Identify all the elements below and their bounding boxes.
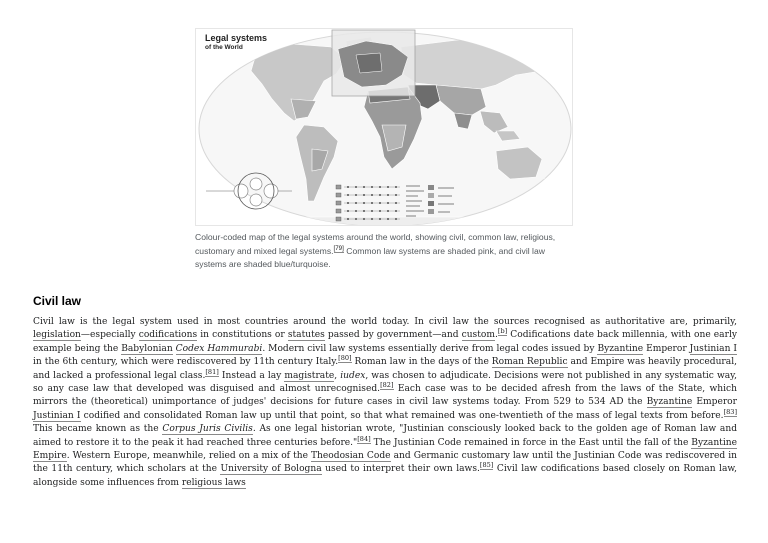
caption-text-2: Common law systems are shaded pink, and civil law systems are shaded blue/turquoise. — [195, 245, 545, 269]
text: passed by government—and — [324, 330, 462, 341]
text: used to interpret their own laws. — [321, 464, 480, 475]
term-iudex: iudex — [340, 370, 366, 381]
map-title-main: Legal systems — [205, 33, 268, 43]
text: Each case was to be decided afresh from the laws of the State, which mirrors the (theoretical) unimportance of judges' decisions for future cases in civil law systems today. From 529 to 534 AD the — [33, 384, 737, 408]
text: in the 6th century, which were rediscovered by 11th century Italy. — [33, 357, 339, 368]
link-byzantine-2[interactable]: Byzantine — [646, 397, 693, 408]
caption-ref-79[interactable]: [79] — [333, 244, 344, 252]
paragraph — [33, 316, 737, 490]
link-byzantine-empire[interactable]: Byzantine Empire — [33, 437, 737, 462]
ref-note-b[interactable]: [b] — [497, 327, 508, 336]
text: Roman law in the days of the — [351, 357, 492, 368]
link-babylonian[interactable]: Babylonian — [121, 343, 173, 354]
text: Codifications date back millennia, with one early example being the — [33, 330, 737, 354]
map-title — [205, 33, 267, 53]
text: The Justinian Code remained in force in the East until the fall of the — [370, 437, 692, 448]
caption-text: Colour-coded map of the legal systems around the world, showing civil, common law, religious, customary and mixed legal systems. — [195, 232, 556, 256]
world-map-image — [196, 29, 573, 226]
text: —especially — [80, 330, 139, 341]
link-codifications[interactable]: codifications — [138, 330, 198, 341]
text: . As one legal historian wrote, "Justinian consciously looked back to the golden age of Roman law and aimed to restore it to the peak it had reached three centuries before." — [33, 424, 738, 448]
link-justinian-i[interactable]: Justinian I — [689, 343, 737, 354]
figure-caption — [195, 231, 565, 272]
text: and Empire was heavily procedural, and lacked a professional legal class. — [33, 357, 737, 381]
ref-85[interactable]: [85] — [479, 461, 494, 470]
link-byzantine[interactable]: Byzantine — [597, 343, 644, 354]
section-body — [33, 316, 737, 490]
text: . Western Europe, meanwhile, relied on a mix of the — [66, 451, 311, 462]
link-religious-laws[interactable]: religious laws — [181, 477, 246, 488]
text: . Modern civil law systems essentially derive from legal codes issued by — [262, 343, 598, 354]
text: , was chosen to adjudicate. Decisions were not published in any systematic way, so any case law that developed was disguised and almost unrecognised. — [33, 370, 737, 395]
ref-82[interactable]: [82] — [380, 381, 394, 389]
ref-81[interactable]: [81] — [205, 367, 219, 376]
ref-84[interactable]: [84] — [357, 434, 371, 443]
text: Civil law codifications based closely on Roman law, alongside some influences from — [33, 464, 737, 488]
section-heading: Civil law — [33, 294, 82, 308]
text: Instead a lay — [218, 370, 285, 381]
text: Civil law is the legal system used in most countries around the world today. In civil law the sources recognised as authoritative are, primarily, — [33, 317, 737, 327]
text: Emperor — [692, 397, 737, 408]
link-legislation[interactable]: legislation — [33, 330, 81, 341]
ref-80[interactable]: [80] — [338, 354, 352, 363]
link-justinian-i-2[interactable]: Justinian I — [33, 410, 81, 421]
link-codex-hammurabi[interactable]: Codex Hammurabi — [175, 343, 263, 354]
link-university-of-bologna[interactable]: University of Bologna — [220, 464, 322, 475]
link-statutes[interactable]: statutes — [287, 330, 325, 341]
text: Emperor — [643, 343, 690, 354]
map-title-sub: of the World — [205, 44, 243, 51]
legal-systems-map[interactable] — [195, 28, 573, 226]
link-custom[interactable]: custom — [461, 330, 495, 341]
link-corpus-juris-civilis[interactable]: Corpus Juris Civilis — [162, 424, 253, 435]
text: , — [334, 370, 341, 381]
text: in constitutions or — [197, 330, 288, 341]
legal-systems-figure — [195, 28, 573, 272]
text: This became known as the — [33, 424, 163, 435]
text: and Germanic customary law until the Justinian Code was rediscovered in the 11th century, which scholars at the — [33, 451, 737, 475]
link-theodosian-code[interactable]: Theodosian Code — [310, 451, 391, 462]
ref-83[interactable]: [83] — [723, 407, 738, 416]
link-magistrate[interactable]: magistrate — [284, 370, 335, 381]
text: . — [494, 330, 498, 341]
link-roman-republic[interactable]: Roman Republic — [491, 357, 568, 368]
text: codified and consolidated Roman law up until that point, so that what remained was one-twentieth of the mass of legal texts from before. — [80, 410, 724, 421]
